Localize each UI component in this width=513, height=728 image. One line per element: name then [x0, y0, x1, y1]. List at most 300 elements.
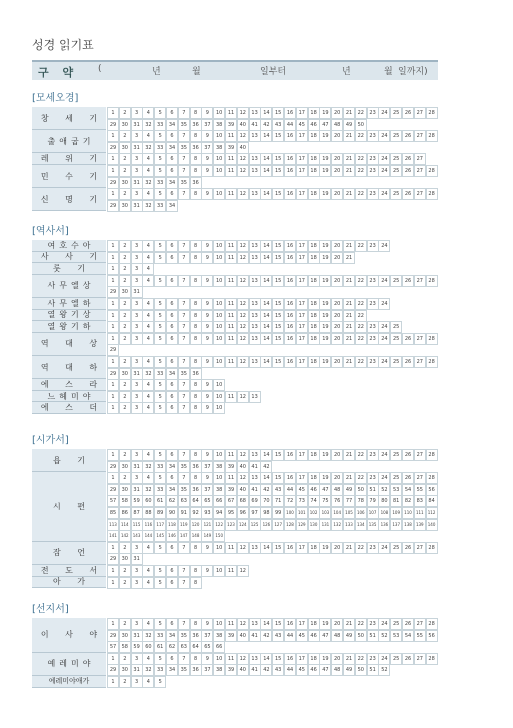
chapter-checkbox[interactable]: 23 — [367, 321, 379, 333]
chapter-checkbox[interactable]: 18 — [308, 240, 320, 252]
chapter-checkbox[interactable]: 8 — [190, 356, 202, 368]
chapter-checkbox[interactable]: 23 — [367, 153, 379, 165]
chapter-checkbox[interactable]: 11 — [225, 130, 237, 142]
chapter-checkbox[interactable]: 34 — [166, 630, 178, 642]
chapter-checkbox[interactable]: 14 — [260, 310, 272, 322]
chapter-checkbox[interactable]: 49 — [343, 664, 355, 676]
chapter-checkbox[interactable]: 39 — [225, 664, 237, 676]
chapter-checkbox[interactable]: 18 — [308, 165, 320, 177]
chapter-checkbox[interactable]: 13 — [249, 310, 261, 322]
chapter-checkbox[interactable]: 17 — [296, 240, 308, 252]
chapter-checkbox[interactable]: 50 — [355, 119, 367, 131]
chapter-checkbox[interactable]: 1 — [107, 321, 119, 333]
chapter-checkbox[interactable]: 87 — [131, 507, 143, 519]
chapter-checkbox[interactable]: 21 — [343, 618, 355, 630]
chapter-checkbox[interactable]: 100 — [284, 507, 296, 519]
chapter-checkbox[interactable]: 3 — [131, 356, 143, 368]
chapter-checkbox[interactable]: 57 — [107, 495, 119, 507]
chapter-checkbox[interactable]: 58 — [119, 495, 131, 507]
chapter-checkbox[interactable]: 1 — [107, 298, 119, 310]
chapter-checkbox[interactable]: 19 — [319, 472, 331, 484]
chapter-checkbox[interactable]: 5 — [154, 676, 166, 688]
chapter-checkbox[interactable]: 12 — [237, 618, 249, 630]
chapter-checkbox[interactable]: 97 — [249, 507, 261, 519]
chapter-checkbox[interactable]: 95 — [225, 507, 237, 519]
chapter-checkbox[interactable]: 94 — [213, 507, 225, 519]
chapter-checkbox[interactable]: 6 — [166, 107, 178, 119]
chapter-checkbox[interactable]: 9 — [201, 165, 213, 177]
chapter-checkbox[interactable]: 22 — [355, 240, 367, 252]
chapter-checkbox[interactable]: 1 — [107, 618, 119, 630]
chapter-checkbox[interactable]: 30 — [119, 461, 131, 473]
chapter-checkbox[interactable]: 12 — [237, 107, 249, 119]
chapter-checkbox[interactable]: 20 — [331, 165, 343, 177]
chapter-checkbox[interactable]: 51 — [367, 630, 379, 642]
chapter-checkbox[interactable]: 2 — [119, 565, 131, 577]
chapter-checkbox[interactable]: 82 — [402, 495, 414, 507]
chapter-checkbox[interactable]: 138 — [402, 519, 414, 531]
chapter-checkbox[interactable]: 28 — [426, 653, 438, 665]
chapter-checkbox[interactable]: 53 — [390, 484, 402, 496]
chapter-checkbox[interactable]: 20 — [331, 542, 343, 554]
chapter-checkbox[interactable]: 45 — [296, 484, 308, 496]
chapter-checkbox[interactable]: 28 — [426, 275, 438, 287]
chapter-checkbox[interactable]: 37 — [201, 119, 213, 131]
chapter-checkbox[interactable]: 23 — [367, 653, 379, 665]
chapter-checkbox[interactable]: 33 — [154, 630, 166, 642]
chapter-checkbox[interactable]: 26 — [402, 165, 414, 177]
chapter-checkbox[interactable]: 27 — [414, 472, 426, 484]
chapter-checkbox[interactable]: 30 — [119, 553, 131, 565]
chapter-checkbox[interactable]: 2 — [119, 356, 131, 368]
chapter-checkbox[interactable]: 18 — [308, 188, 320, 200]
chapter-checkbox[interactable]: 1 — [107, 240, 119, 252]
chapter-checkbox[interactable]: 7 — [178, 321, 190, 333]
chapter-checkbox[interactable]: 18 — [308, 542, 320, 554]
chapter-checkbox[interactable]: 18 — [308, 356, 320, 368]
chapter-checkbox[interactable]: 4 — [142, 577, 154, 589]
chapter-checkbox[interactable]: 9 — [201, 402, 213, 414]
chapter-checkbox[interactable]: 4 — [142, 542, 154, 554]
chapter-checkbox[interactable]: 24 — [378, 356, 390, 368]
chapter-checkbox[interactable]: 141 — [107, 530, 119, 542]
chapter-checkbox[interactable]: 29 — [107, 344, 119, 356]
chapter-checkbox[interactable]: 23 — [367, 275, 379, 287]
chapter-checkbox[interactable]: 66 — [213, 495, 225, 507]
chapter-checkbox[interactable]: 3 — [131, 542, 143, 554]
chapter-checkbox[interactable]: 30 — [119, 368, 131, 380]
chapter-checkbox[interactable]: 77 — [343, 495, 355, 507]
chapter-checkbox[interactable]: 86 — [119, 507, 131, 519]
chapter-checkbox[interactable]: 51 — [367, 664, 379, 676]
chapter-checkbox[interactable]: 25 — [390, 356, 402, 368]
chapter-checkbox[interactable]: 7 — [178, 107, 190, 119]
chapter-checkbox[interactable]: 119 — [178, 519, 190, 531]
chapter-checkbox[interactable]: 1 — [107, 402, 119, 414]
chapter-checkbox[interactable]: 32 — [142, 664, 154, 676]
chapter-checkbox[interactable]: 90 — [166, 507, 178, 519]
chapter-checkbox[interactable]: 57 — [107, 641, 119, 653]
chapter-checkbox[interactable]: 31 — [131, 630, 143, 642]
chapter-checkbox[interactable]: 147 — [178, 530, 190, 542]
chapter-checkbox[interactable]: 12 — [237, 321, 249, 333]
chapter-checkbox[interactable]: 10 — [213, 130, 225, 142]
chapter-checkbox[interactable]: 22 — [355, 153, 367, 165]
chapter-checkbox[interactable]: 59 — [131, 495, 143, 507]
chapter-checkbox[interactable]: 19 — [319, 321, 331, 333]
chapter-checkbox[interactable]: 2 — [119, 310, 131, 322]
chapter-checkbox[interactable]: 20 — [331, 321, 343, 333]
chapter-checkbox[interactable]: 80 — [378, 495, 390, 507]
chapter-checkbox[interactable]: 49 — [343, 119, 355, 131]
chapter-checkbox[interactable]: 34 — [166, 200, 178, 212]
chapter-checkbox[interactable]: 20 — [331, 653, 343, 665]
chapter-checkbox[interactable]: 31 — [131, 286, 143, 298]
chapter-checkbox[interactable]: 20 — [331, 449, 343, 461]
chapter-checkbox[interactable]: 1 — [107, 333, 119, 345]
chapter-checkbox[interactable]: 37 — [201, 664, 213, 676]
chapter-checkbox[interactable]: 66 — [213, 641, 225, 653]
chapter-checkbox[interactable]: 24 — [378, 107, 390, 119]
chapter-checkbox[interactable]: 3 — [131, 188, 143, 200]
chapter-checkbox[interactable]: 20 — [331, 153, 343, 165]
chapter-checkbox[interactable]: 5 — [154, 472, 166, 484]
chapter-checkbox[interactable]: 29 — [107, 484, 119, 496]
chapter-checkbox[interactable]: 2 — [119, 130, 131, 142]
chapter-checkbox[interactable]: 6 — [166, 542, 178, 554]
chapter-checkbox[interactable]: 41 — [249, 664, 261, 676]
chapter-checkbox[interactable]: 14 — [260, 449, 272, 461]
chapter-checkbox[interactable]: 23 — [367, 449, 379, 461]
chapter-checkbox[interactable]: 3 — [131, 252, 143, 264]
chapter-checkbox[interactable]: 2 — [119, 449, 131, 461]
chapter-checkbox[interactable]: 28 — [426, 542, 438, 554]
chapter-checkbox[interactable]: 25 — [390, 153, 402, 165]
chapter-checkbox[interactable]: 26 — [402, 188, 414, 200]
chapter-checkbox[interactable]: 4 — [142, 275, 154, 287]
chapter-checkbox[interactable]: 5 — [154, 298, 166, 310]
chapter-checkbox[interactable]: 43 — [272, 484, 284, 496]
chapter-checkbox[interactable]: 17 — [296, 107, 308, 119]
chapter-checkbox[interactable]: 49 — [343, 484, 355, 496]
chapter-checkbox[interactable]: 17 — [296, 298, 308, 310]
chapter-checkbox[interactable]: 20 — [331, 107, 343, 119]
chapter-checkbox[interactable]: 41 — [249, 630, 261, 642]
chapter-checkbox[interactable]: 16 — [284, 252, 296, 264]
chapter-checkbox[interactable]: 26 — [402, 653, 414, 665]
chapter-checkbox[interactable]: 39 — [225, 119, 237, 131]
chapter-checkbox[interactable]: 5 — [154, 252, 166, 264]
chapter-checkbox[interactable]: 133 — [343, 519, 355, 531]
chapter-checkbox[interactable]: 7 — [178, 449, 190, 461]
chapter-checkbox[interactable]: 5 — [154, 153, 166, 165]
chapter-checkbox[interactable]: 92 — [190, 507, 202, 519]
chapter-checkbox[interactable]: 2 — [119, 321, 131, 333]
chapter-checkbox[interactable]: 81 — [390, 495, 402, 507]
chapter-checkbox[interactable]: 1 — [107, 252, 119, 264]
chapter-checkbox[interactable]: 7 — [178, 356, 190, 368]
chapter-checkbox[interactable]: 5 — [154, 565, 166, 577]
chapter-checkbox[interactable]: 7 — [178, 577, 190, 589]
chapter-checkbox[interactable]: 8 — [190, 298, 202, 310]
chapter-checkbox[interactable]: 6 — [166, 449, 178, 461]
chapter-checkbox[interactable]: 31 — [131, 368, 143, 380]
chapter-checkbox[interactable]: 2 — [119, 391, 131, 403]
chapter-checkbox[interactable]: 32 — [142, 368, 154, 380]
chapter-checkbox[interactable]: 34 — [166, 461, 178, 473]
chapter-checkbox[interactable]: 54 — [402, 484, 414, 496]
chapter-checkbox[interactable]: 26 — [402, 472, 414, 484]
chapter-checkbox[interactable]: 13 — [249, 252, 261, 264]
chapter-checkbox[interactable]: 14 — [260, 188, 272, 200]
chapter-checkbox[interactable]: 36 — [190, 630, 202, 642]
chapter-checkbox[interactable]: 2 — [119, 333, 131, 345]
chapter-checkbox[interactable]: 40 — [237, 461, 249, 473]
chapter-checkbox[interactable]: 6 — [166, 653, 178, 665]
chapter-checkbox[interactable]: 29 — [107, 461, 119, 473]
chapter-checkbox[interactable]: 25 — [390, 188, 402, 200]
chapter-checkbox[interactable]: 5 — [154, 165, 166, 177]
chapter-checkbox[interactable]: 16 — [284, 472, 296, 484]
chapter-checkbox[interactable]: 4 — [142, 165, 154, 177]
chapter-checkbox[interactable]: 5 — [154, 356, 166, 368]
chapter-checkbox[interactable]: 26 — [402, 356, 414, 368]
chapter-checkbox[interactable]: 20 — [331, 356, 343, 368]
chapter-checkbox[interactable]: 25 — [390, 130, 402, 142]
chapter-checkbox[interactable]: 51 — [367, 484, 379, 496]
chapter-checkbox[interactable]: 55 — [414, 630, 426, 642]
chapter-checkbox[interactable]: 6 — [166, 379, 178, 391]
chapter-checkbox[interactable]: 14 — [260, 240, 272, 252]
chapter-checkbox[interactable]: 27 — [414, 188, 426, 200]
chapter-checkbox[interactable]: 13 — [249, 107, 261, 119]
chapter-checkbox[interactable]: 12 — [237, 188, 249, 200]
chapter-checkbox[interactable]: 12 — [237, 653, 249, 665]
chapter-checkbox[interactable]: 10 — [213, 252, 225, 264]
chapter-checkbox[interactable]: 7 — [178, 275, 190, 287]
chapter-checkbox[interactable]: 18 — [308, 153, 320, 165]
chapter-checkbox[interactable]: 38 — [213, 664, 225, 676]
chapter-checkbox[interactable]: 20 — [331, 298, 343, 310]
chapter-checkbox[interactable]: 24 — [378, 165, 390, 177]
chapter-checkbox[interactable]: 18 — [308, 310, 320, 322]
chapter-checkbox[interactable]: 6 — [166, 310, 178, 322]
chapter-checkbox[interactable]: 8 — [190, 275, 202, 287]
chapter-checkbox[interactable]: 20 — [331, 252, 343, 264]
chapter-checkbox[interactable]: 8 — [190, 653, 202, 665]
chapter-checkbox[interactable]: 23 — [367, 298, 379, 310]
chapter-checkbox[interactable]: 102 — [308, 507, 320, 519]
chapter-checkbox[interactable]: 30 — [119, 484, 131, 496]
chapter-checkbox[interactable]: 33 — [154, 368, 166, 380]
chapter-checkbox[interactable]: 17 — [296, 449, 308, 461]
chapter-checkbox[interactable]: 98 — [260, 507, 272, 519]
chapter-checkbox[interactable]: 136 — [378, 519, 390, 531]
chapter-checkbox[interactable]: 7 — [178, 188, 190, 200]
chapter-checkbox[interactable]: 130 — [308, 519, 320, 531]
chapter-checkbox[interactable]: 30 — [119, 664, 131, 676]
chapter-checkbox[interactable]: 44 — [284, 664, 296, 676]
chapter-checkbox[interactable]: 24 — [378, 449, 390, 461]
chapter-checkbox[interactable]: 22 — [355, 472, 367, 484]
chapter-checkbox[interactable]: 11 — [225, 240, 237, 252]
chapter-checkbox[interactable]: 114 — [119, 519, 131, 531]
chapter-checkbox[interactable]: 22 — [355, 333, 367, 345]
chapter-checkbox[interactable]: 14 — [260, 130, 272, 142]
chapter-checkbox[interactable]: 22 — [355, 653, 367, 665]
chapter-checkbox[interactable]: 35 — [178, 484, 190, 496]
chapter-checkbox[interactable]: 9 — [201, 653, 213, 665]
chapter-checkbox[interactable]: 6 — [166, 275, 178, 287]
chapter-checkbox[interactable]: 23 — [367, 188, 379, 200]
chapter-checkbox[interactable]: 129 — [296, 519, 308, 531]
chapter-checkbox[interactable]: 32 — [142, 177, 154, 189]
chapter-checkbox[interactable]: 19 — [319, 275, 331, 287]
chapter-checkbox[interactable]: 22 — [355, 107, 367, 119]
chapter-checkbox[interactable]: 10 — [213, 298, 225, 310]
chapter-checkbox[interactable]: 16 — [284, 153, 296, 165]
chapter-checkbox[interactable]: 17 — [296, 252, 308, 264]
chapter-checkbox[interactable]: 21 — [343, 165, 355, 177]
chapter-checkbox[interactable]: 27 — [414, 130, 426, 142]
chapter-checkbox[interactable]: 24 — [378, 333, 390, 345]
chapter-checkbox[interactable]: 42 — [260, 461, 272, 473]
chapter-checkbox[interactable]: 16 — [284, 356, 296, 368]
chapter-checkbox[interactable]: 150 — [213, 530, 225, 542]
chapter-checkbox[interactable]: 2 — [119, 165, 131, 177]
chapter-checkbox[interactable]: 7 — [178, 298, 190, 310]
chapter-checkbox[interactable]: 12 — [237, 310, 249, 322]
chapter-checkbox[interactable]: 13 — [249, 298, 261, 310]
chapter-checkbox[interactable]: 43 — [272, 630, 284, 642]
chapter-checkbox[interactable]: 6 — [166, 188, 178, 200]
chapter-checkbox[interactable]: 10 — [213, 188, 225, 200]
chapter-checkbox[interactable]: 55 — [414, 484, 426, 496]
chapter-checkbox[interactable]: 23 — [367, 333, 379, 345]
chapter-checkbox[interactable]: 7 — [178, 310, 190, 322]
chapter-checkbox[interactable]: 34 — [166, 368, 178, 380]
chapter-checkbox[interactable]: 3 — [131, 618, 143, 630]
chapter-checkbox[interactable]: 65 — [201, 495, 213, 507]
chapter-checkbox[interactable]: 142 — [119, 530, 131, 542]
chapter-checkbox[interactable]: 48 — [331, 484, 343, 496]
chapter-checkbox[interactable]: 48 — [331, 119, 343, 131]
chapter-checkbox[interactable]: 6 — [166, 333, 178, 345]
chapter-checkbox[interactable]: 14 — [260, 356, 272, 368]
chapter-checkbox[interactable]: 9 — [201, 391, 213, 403]
chapter-checkbox[interactable]: 5 — [154, 379, 166, 391]
chapter-checkbox[interactable]: 12 — [237, 165, 249, 177]
chapter-checkbox[interactable]: 36 — [190, 177, 202, 189]
chapter-checkbox[interactable]: 19 — [319, 310, 331, 322]
chapter-checkbox[interactable]: 17 — [296, 333, 308, 345]
chapter-checkbox[interactable]: 8 — [190, 153, 202, 165]
chapter-checkbox[interactable]: 13 — [249, 321, 261, 333]
chapter-checkbox[interactable]: 58 — [119, 641, 131, 653]
chapter-checkbox[interactable]: 12 — [237, 240, 249, 252]
chapter-checkbox[interactable]: 17 — [296, 542, 308, 554]
chapter-checkbox[interactable]: 110 — [402, 507, 414, 519]
chapter-checkbox[interactable]: 31 — [131, 553, 143, 565]
chapter-checkbox[interactable]: 7 — [178, 402, 190, 414]
chapter-checkbox[interactable]: 47 — [319, 630, 331, 642]
chapter-checkbox[interactable]: 11 — [225, 542, 237, 554]
chapter-checkbox[interactable]: 10 — [213, 653, 225, 665]
chapter-checkbox[interactable]: 12 — [237, 356, 249, 368]
chapter-checkbox[interactable]: 2 — [119, 577, 131, 589]
chapter-checkbox[interactable]: 9 — [201, 298, 213, 310]
chapter-checkbox[interactable]: 53 — [390, 630, 402, 642]
chapter-checkbox[interactable]: 34 — [166, 177, 178, 189]
chapter-checkbox[interactable]: 28 — [426, 449, 438, 461]
chapter-checkbox[interactable]: 24 — [378, 542, 390, 554]
chapter-checkbox[interactable]: 121 — [201, 519, 213, 531]
chapter-checkbox[interactable]: 15 — [272, 298, 284, 310]
chapter-checkbox[interactable]: 9 — [201, 618, 213, 630]
chapter-checkbox[interactable]: 28 — [426, 356, 438, 368]
chapter-checkbox[interactable]: 96 — [237, 507, 249, 519]
chapter-checkbox[interactable]: 23 — [367, 356, 379, 368]
chapter-checkbox[interactable]: 9 — [201, 130, 213, 142]
chapter-checkbox[interactable]: 125 — [249, 519, 261, 531]
chapter-checkbox[interactable]: 1 — [107, 577, 119, 589]
chapter-checkbox[interactable]: 5 — [154, 310, 166, 322]
chapter-checkbox[interactable]: 62 — [166, 641, 178, 653]
chapter-checkbox[interactable]: 8 — [190, 333, 202, 345]
chapter-checkbox[interactable]: 24 — [378, 298, 390, 310]
chapter-checkbox[interactable]: 9 — [201, 240, 213, 252]
chapter-checkbox[interactable]: 45 — [296, 664, 308, 676]
chapter-checkbox[interactable]: 12 — [237, 153, 249, 165]
chapter-checkbox[interactable]: 2 — [119, 676, 131, 688]
chapter-checkbox[interactable]: 16 — [284, 321, 296, 333]
chapter-checkbox[interactable]: 15 — [272, 107, 284, 119]
chapter-checkbox[interactable]: 3 — [131, 310, 143, 322]
chapter-checkbox[interactable]: 16 — [284, 333, 296, 345]
chapter-checkbox[interactable]: 52 — [378, 630, 390, 642]
chapter-checkbox[interactable]: 30 — [119, 286, 131, 298]
chapter-checkbox[interactable]: 30 — [119, 142, 131, 154]
chapter-checkbox[interactable]: 17 — [296, 618, 308, 630]
chapter-checkbox[interactable]: 3 — [131, 275, 143, 287]
chapter-checkbox[interactable]: 37 — [201, 461, 213, 473]
chapter-checkbox[interactable]: 12 — [237, 252, 249, 264]
chapter-checkbox[interactable]: 15 — [272, 130, 284, 142]
chapter-checkbox[interactable]: 2 — [119, 188, 131, 200]
chapter-checkbox[interactable]: 30 — [119, 177, 131, 189]
chapter-checkbox[interactable]: 11 — [225, 565, 237, 577]
chapter-checkbox[interactable]: 31 — [131, 142, 143, 154]
chapter-checkbox[interactable]: 48 — [331, 630, 343, 642]
chapter-checkbox[interactable]: 7 — [178, 252, 190, 264]
chapter-checkbox[interactable]: 47 — [319, 119, 331, 131]
chapter-checkbox[interactable]: 15 — [272, 356, 284, 368]
chapter-checkbox[interactable]: 13 — [249, 542, 261, 554]
chapter-checkbox[interactable]: 72 — [284, 495, 296, 507]
chapter-checkbox[interactable]: 10 — [213, 379, 225, 391]
chapter-checkbox[interactable]: 7 — [178, 165, 190, 177]
chapter-checkbox[interactable]: 36 — [190, 484, 202, 496]
chapter-checkbox[interactable]: 3 — [131, 165, 143, 177]
chapter-checkbox[interactable]: 20 — [331, 310, 343, 322]
chapter-checkbox[interactable]: 69 — [249, 495, 261, 507]
chapter-checkbox[interactable]: 89 — [154, 507, 166, 519]
chapter-checkbox[interactable]: 40 — [237, 664, 249, 676]
chapter-checkbox[interactable]: 16 — [284, 449, 296, 461]
chapter-checkbox[interactable]: 122 — [213, 519, 225, 531]
chapter-checkbox[interactable]: 25 — [390, 333, 402, 345]
chapter-checkbox[interactable]: 31 — [131, 200, 143, 212]
